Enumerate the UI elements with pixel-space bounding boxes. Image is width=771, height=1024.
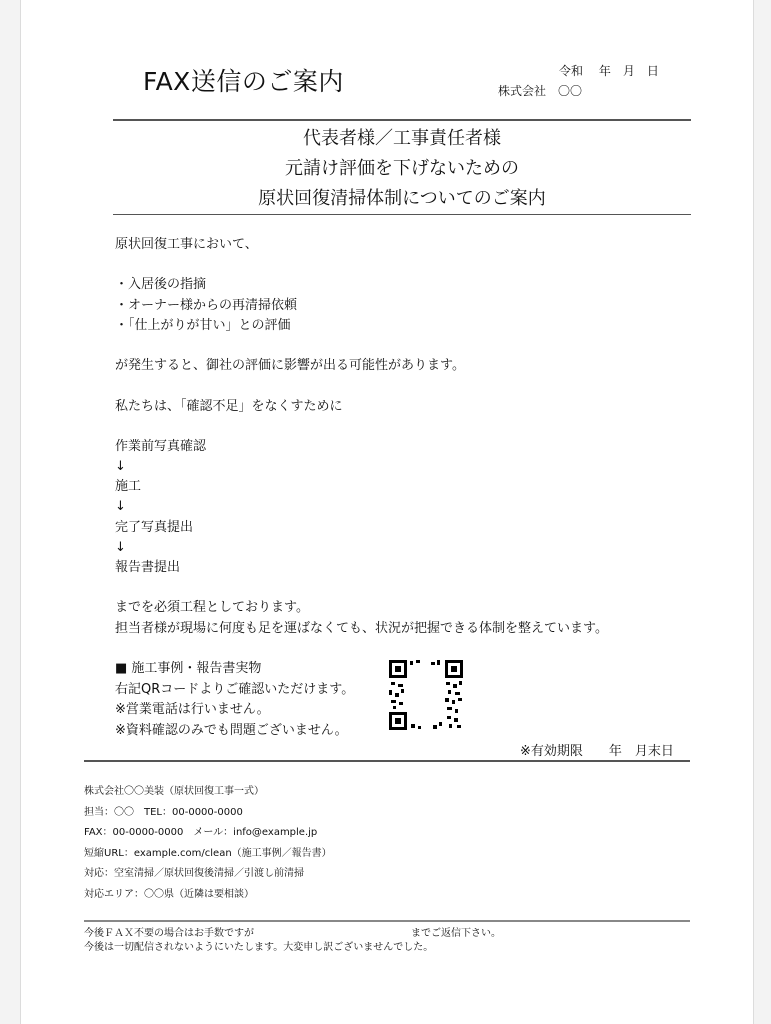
notes-line: ※営業電話は行いません。 [115,702,270,717]
footer-line: 担当：〇〇 TEL：00-0000-0000 [84,806,243,818]
optout-rule [84,920,690,922]
fax-document-page [20,0,754,1024]
optout-line-1-end: までご返信下さい。 [411,928,501,939]
footer-line: 対応：空室清掃／原状回復後清掃／引渡し前清掃 [84,868,304,880]
notes-line: ※資料確認のみでも問題ございません。 [115,722,348,738]
reference-notes [115,659,354,741]
optout-line-1-start: 今後ＦＡＸ不要の場合はお手数ですが [84,928,254,939]
body-line: 担当者様が現場に何度も足を運ばなくても、状況が把握できる体制を整えています。 [115,620,608,636]
body-line: 報告書提出 [115,560,181,575]
body-line: 私たちは、「確認不足」をなくすために [115,398,343,414]
body-line: 原状回復工事において、 [115,237,258,252]
body-line: ・「仕上がりが甘い」との評価 [115,317,291,333]
date-line: 令和 年 月 日 [559,64,659,78]
body-line: が発生すると、御社の評価に影響が出る可能性があります。 [115,358,465,374]
body-line: 施工 [115,479,142,495]
qr-code-image[interactable] [389,660,463,730]
heading-line-2: 元請け評価を下げないための [285,158,519,179]
body-line [115,255,608,275]
notes-heading: ■ 施工事例・報告書実物 [115,661,262,676]
heading-line-1: 代表者様／工事責任者様 [303,128,501,149]
footer-line: 短縮URL：example.com/clean（施工事例／報告書） [84,847,332,859]
heading-bottom-rule [113,214,691,215]
validity-period: ※有効期限 年 月末日 [520,744,674,759]
body-line: ↓ [115,499,126,515]
body-text [115,235,608,639]
notes-line: 右記QRコードよりご確認いただけます。 [115,681,355,697]
footer-top-rule [84,760,690,762]
sender-info [84,782,332,906]
body-line: ↓ [115,459,126,475]
footer-line: 対応エリア：〇〇県（近隣は要相談） [84,888,254,900]
optout-notice [84,924,501,953]
body-line: までを必須工程としております。 [115,600,309,616]
body-line [115,376,608,396]
body-line: 作業前写真確認 [115,438,207,454]
document-title: FAX送信のご案内 [143,67,344,96]
body-line [115,578,608,598]
heading-line-3: 原状回復清掃体制についてのご案内 [258,188,546,209]
body-line [115,417,608,437]
footer-line: 株式会社〇〇美装（原状回復工事一式） [84,786,264,797]
body-line [115,336,608,356]
footer-line: FAX：00-0000-0000 メール：info@example.jp [84,827,318,839]
body-line: 完了写真提出 [115,519,194,535]
sender-company: 株式会社 〇〇 [498,84,583,98]
body-line: ・入居後の指摘 [115,277,207,293]
body-line: ↓ [115,539,126,555]
heading-top-rule [113,119,691,121]
optout-line-2: 今後は一切配信されないようにいたします。大変申し訳ございませんでした。 [84,942,434,953]
body-line: ・オーナー様からの再清掃依頼 [115,297,298,313]
